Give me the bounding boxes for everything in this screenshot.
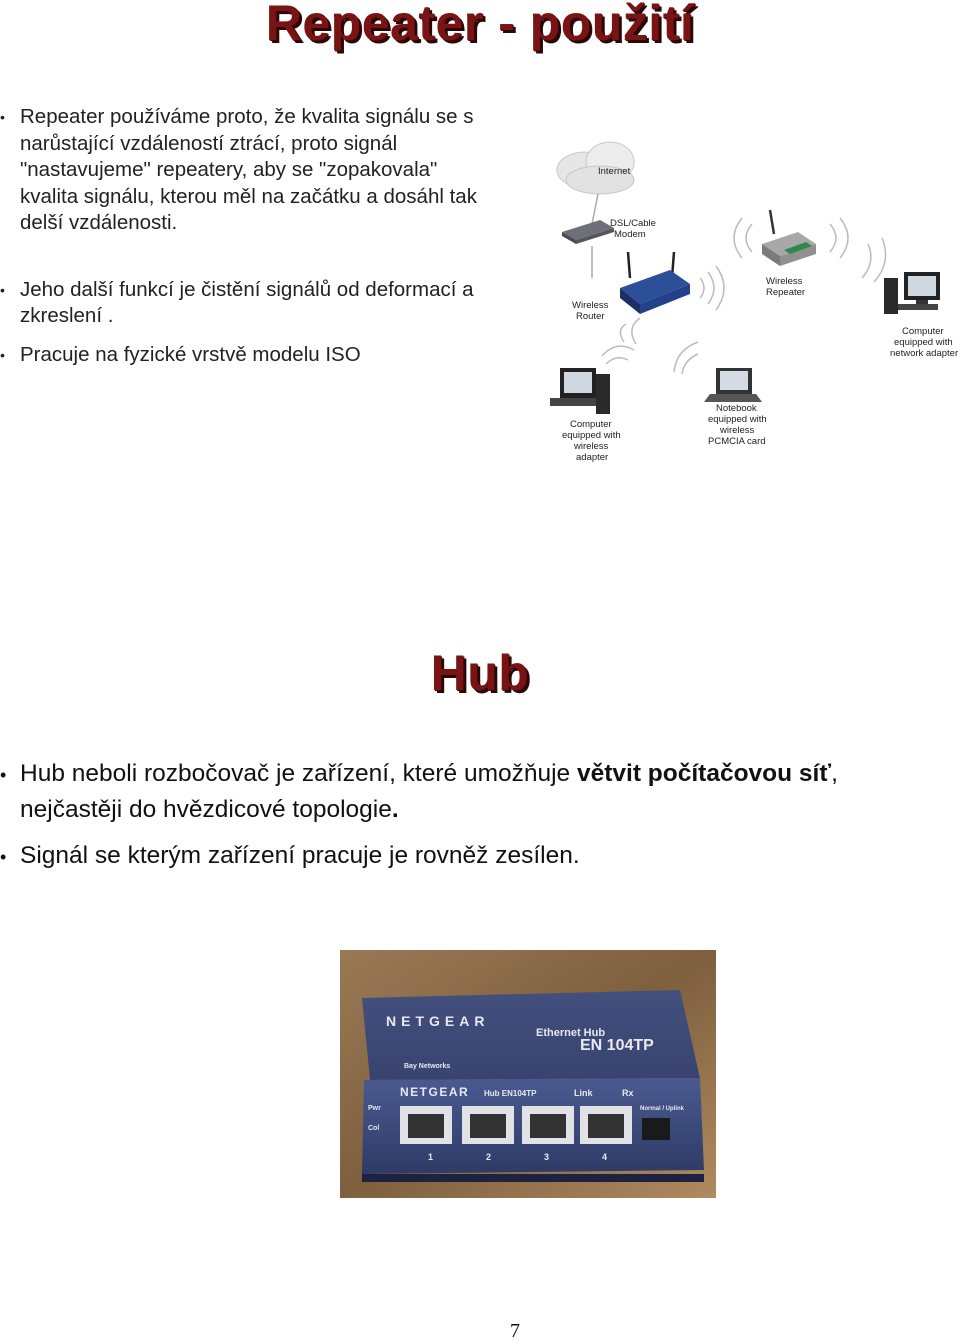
hub-bullet-list [0,756,940,874]
repeater-label-2: Repeater [766,287,806,298]
computer-left-icon [550,368,610,414]
notebook-label-1: Notebook [716,403,757,414]
repeater-title: Repeater - použití [265,0,695,51]
hub-col-label: Col [368,1125,380,1132]
repeater-bullet-list [0,104,480,368]
router-label-2: Router [576,311,605,322]
hub-port-1-label: 1 [428,1152,434,1162]
notebook-label-4: PCMCIA card [708,436,766,447]
pc-left-label-2: equipped with [562,430,621,441]
hub-title: Hub [430,645,530,701]
hub-bullet-1-bold-b: . [391,796,399,823]
netgear-hub-photo [340,950,716,1198]
computer-right-icon [884,272,940,314]
pc-right-label-1: Computer [902,326,944,337]
pc-right-label-2: equipped with [894,337,953,348]
page-number: 7 [510,1320,520,1342]
hub-port-3-label: 3 [544,1152,550,1162]
pc-left-signal-icon [602,346,634,364]
wireless-router-icon [620,252,690,314]
hub-top-model: Ethernet Hub [536,1027,606,1039]
modem-label-1: DSL/Cable [610,218,656,229]
hub-bullet-1-text-a: Hub neboli rozbočovač je zařízení, které umožňuje [20,760,577,787]
hub-port-2-label: 2 [486,1152,492,1162]
hub-bullet-2: • Signál se kterým zařízení pracuje je rovněž zesílen. [0,838,940,874]
modem-icon [562,220,614,244]
wireless-repeater-diagram [540,128,960,468]
hub-bullet-1 [0,756,940,828]
modem-label-2: Modem [614,229,646,240]
notebook-icon [704,368,762,402]
notebook-signal-icon [674,342,698,374]
pc-left-label-3: wireless [574,441,609,452]
hub-rx-label: Rx [622,1088,634,1098]
hub-bay-networks: Bay Networks [404,1063,451,1070]
hub-port-4-label: 4 [602,1152,608,1162]
wireless-repeater-icon [762,210,816,266]
pc-left-label-1: Computer [570,419,612,430]
hub-top-brand: NETGEAR [386,1013,490,1029]
hub-link-label: Link [574,1088,593,1098]
notebook-label-2: equipped with [708,414,767,425]
pc-right-label-3: network adapter [890,348,959,359]
hub-uplink-label: Normal / Uplink [640,1106,685,1112]
router-label-1: Wireless [572,300,609,311]
hub-front-brand: NETGEAR [400,1085,470,1099]
pc-left-label-4: adapter [576,452,609,463]
ethernet-ports [400,1106,670,1144]
internet-label: Internet [598,166,631,177]
hub-pwr-label: Pwr [368,1105,381,1112]
notebook-label-3: wireless [720,425,755,436]
hub-bullet-1-text-b: , nejčastěji do hvězdicové topologie [20,760,838,823]
hub-bullet-1-bold-a: větvit počítačovou síť [577,760,832,787]
repeater-bullet-2: • Jeho další funkcí je čistění signálů od deformací a zkreslení . [0,277,480,330]
repeater-label-1: Wireless [766,276,803,287]
hub-top-model-code: EN 104TP [580,1037,654,1054]
repeater-bullet-3: • Pracuje na fyzické vrstvě modelu ISO [0,342,480,369]
repeater-bullet-1: • Repeater používáme proto, že kvalita signálu se s narůstající vzdáleností ztrácí, proto signál "nastavujeme" repeatery, aby se "zopakovala" kvalita signálu, kterou měl na začátku a dosáhl tak delší vzdálenosti. [0,104,480,237]
hub-front-model: Hub EN104TP [484,1089,537,1098]
